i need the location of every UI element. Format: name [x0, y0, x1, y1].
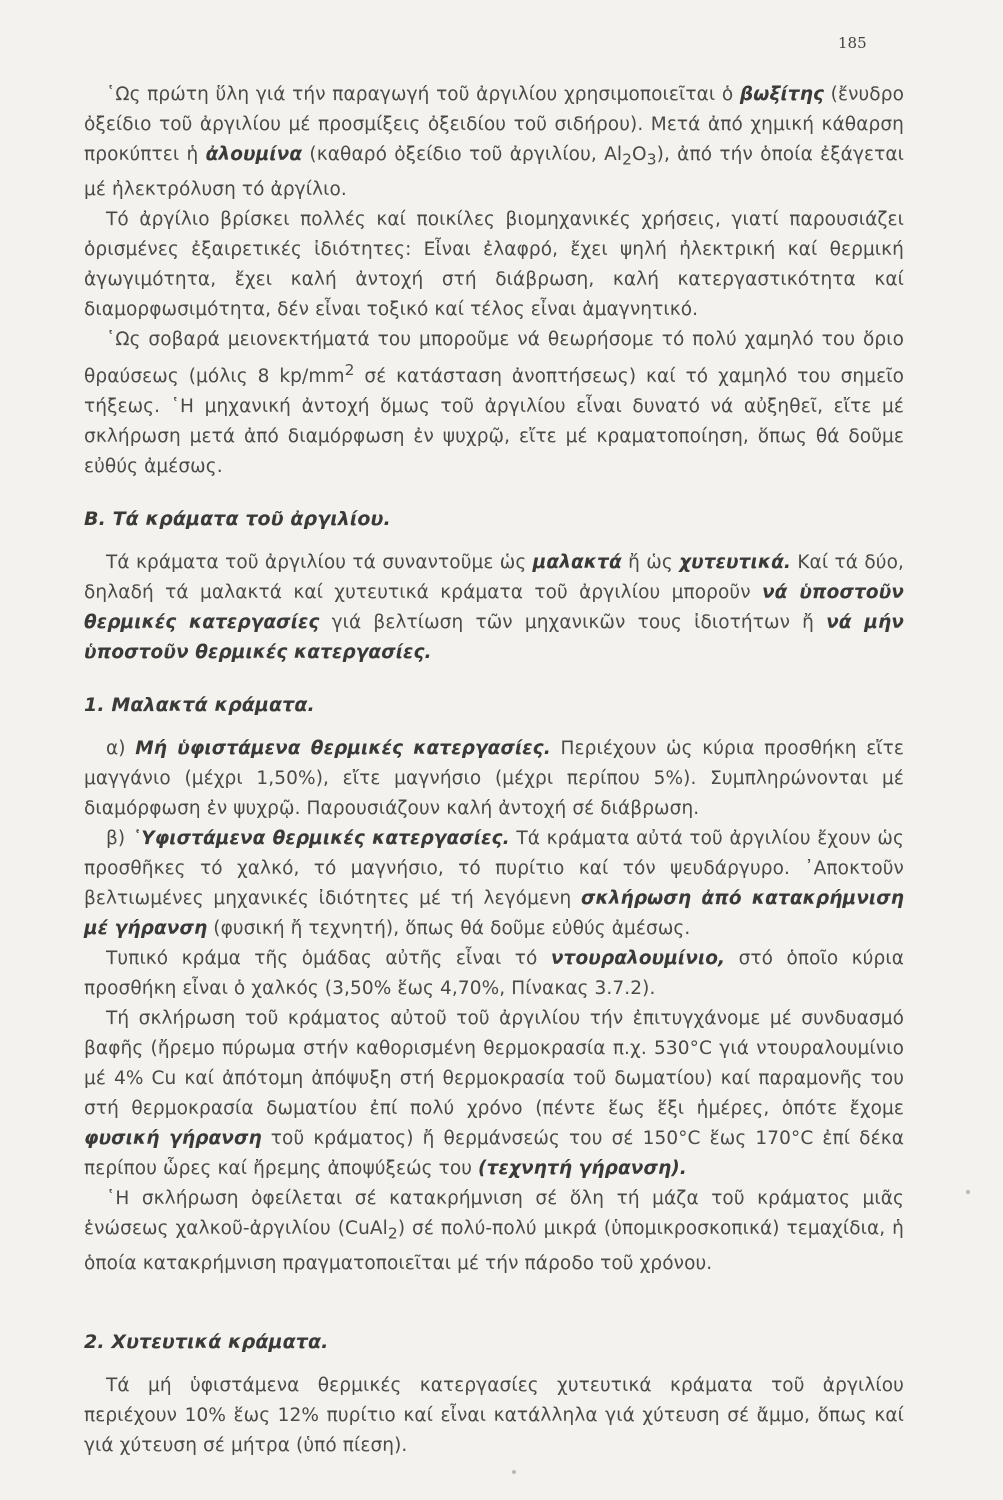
page-content — [84, 80, 904, 1461]
scan-speck — [966, 1190, 970, 1194]
paragraph-duralumin: Τυπικό κράμα τῆς ὁμάδας αὐτῆς εἶναι τό ντουραλουμίνιο, στό ὁποῖο κύρια προσθήκη εἶναι ὁ χαλκός (3,50% ἕως 4,70%, Πίνακας 3.7.2). — [84, 947, 904, 999]
section-heading-alloys: Β. Τά κράματα τοῦ ἀργιλίου. — [84, 507, 391, 530]
paragraph-non-heat-treatable: α) Μή ὑφιστάμενα θερμικές κατεργασίες. Περιέχουν ὡς κύρια προσθήκη εἴτε μαγγάνιο (μέχρι 1,50%), εἴτε μαγνήσιο (μέχρι περίπου 5%). Συμπληρώνονται μέ διαμόρφωση ἐν ψυχρῷ. Παρουσιάζουν καλή ἀντοχή σέ διάβρωση. — [84, 737, 905, 819]
scan-speck — [512, 1470, 516, 1474]
paragraph-alloy-types: Τά κράματα τοῦ ἀργιλίου τά συναντοῦμε ὡς μαλακτά ἤ ὡς χυτευτικά. Καί τά δύο, δηλαδή τά μαλακτά καί χυτευτικά κράματα τοῦ ἀργιλίου μποροῦν νά ὑποστοῦν θερμικές κατεργασίες γιά βελτίωση τῶν μηχανικῶν τους ἰδιοτήτων ἤ νά μήν ὑποστοῦν θερμικές κατεργασίες. — [84, 551, 904, 663]
paragraph-uses: Τό ἀργίλιο βρίσκει πολλές καί ποικίλες βιομηχανικές χρήσεις, γιατί παρουσιάζει ὁρισμένες ἐξαιρετικές ἰδιότητες: Εἶναι ἐλαφρό, ἔχει ψηλή ἠλεκτρική καί θερμική ἀγωγιμότητα, ἔχει καλή ἀντοχή στή διάβρωση, καλή κατεργαστικότητα καί διαμορφωσιμότητα, δέν εἶναι τοξικό καί τέλος εἶναι ἀμαγνητικό. — [84, 208, 904, 320]
paragraph-heat-treatable: β) ῾Υφιστάμενα θερμικές κατεργασίες. Τά κράματα αὐτά τοῦ ἀργιλίου ἔχουν ὡς προσθῆκες τό χαλκό, τό μαγνήσιο, τό πυρίτιο καί τόν ψευδάργυρο. ᾿Αποκτοῦν βελτιωμένες μηχανικές ἰδιότητες μέ τή λεγόμενη σκλήρωση ἀπό κατακρήμνιση μέ γήρανση (φυσική ἤ τεχνητή), ὅπως θά δοῦμε εὐθύς ἀμέσως. — [84, 827, 904, 939]
paragraph-bauxite: ῾Ως πρώτη ὕλη γιά τήν παραγωγή τοῦ ἀργιλίου χρησιμοποιεῖται ὁ βωξίτης (ἔνυδρο ὀξείδιο τοῦ ἀργιλίου μέ προσμίξεις ὀξειδίου τοῦ σιδήρου). Μετά ἀπό χημική κάθαρση προκύπτει ἡ ἀλουμίνα (καθαρό ὀξείδιο τοῦ ἀργιλίου, $Al_2O_3$), ἀπό τήν ὁποία ἐξάγεται μέ ἠλεκτρόλυση τό ἀργίλιο. — [84, 84, 904, 200]
term-alumina: ἀλουμίνα — [205, 144, 303, 165]
page-number: 185 — [838, 34, 867, 52]
paragraph-hardening: Τή σκλήρωση τοῦ κράματος αὐτοῦ τοῦ ἀργιλίου τήν ἐπιτυγχάνομε μέ συνδυασμό βαφῆς (ἤρεμο πύρωμα στήν καθορισμένη θερμοκρασία π.χ. 530°C γιά ντουραλουμίνιο μέ 4% Cu καί ἀπότομη ἀπόψυξη στή θερμοκρασία τοῦ δωματίου) καί παραμονῆς του στή θερμοκρασία δωματίου ἐπί πολύ χρόνο (πέντε ἕως ἕξι ἡμέρες, ὁπότε ἔχομε φυσική γήρανση τοῦ κράματος) ἤ θερμάνσεώς του σέ 150°C ἕως 170°C ἐπί δέκα περίπου ὧρες καί ἤρεμης ἀποψύξεώς του (τεχνητή γήρανση). — [84, 1007, 904, 1179]
section-heading-cast: 2. Χυτευτικά κράματα. — [84, 1330, 329, 1353]
section-heading-wrought: 1. Μαλακτά κράματα. — [84, 693, 315, 716]
term-bauxite: βωξίτης — [739, 84, 825, 105]
paragraph-disadvantages: ῾Ως σοβαρά μειονεκτήματά του μποροῦμε νά θεωρήσομε τό πολύ χαμηλό του ὅριο θραύσεως (μόλις 8 $kp/mm^2$ σέ κατάσταση ἀνοπτήσεως) καί τό χαμηλό του σημεῖο τήξεως. ῾Η μηχανική ἀντοχή ὅμως τοῦ ἀργιλίου εἶναι δυνατό νά αὐξηθεῖ, εἴτε μέ σκλήρωση μετά ἀπό διαμόρφωση ἐν ψυχρῷ, εἴτε μέ κραματοποίηση, ὅπως θά δοῦμε εὐθύς ἀμέσως. — [84, 328, 904, 477]
paragraph-cast-alloys: Τά μή ὑφιστάμενα θερμικές κατεργασίες χυτευτικά κράματα τοῦ ἀργιλίου περιέχουν 10% ἕως 12% πυρίτιο καί εἶναι κατάλληλα γιά χύτευση σέ ἄμμο, ὅπως καί γιά χύτευση σέ μήτρα (ὑπό πίεση). — [84, 1374, 904, 1456]
paragraph-precipitation: ῾Η σκλήρωση ὀφείλεται σέ κατακρήμνιση σέ ὅλη τή μάζα τοῦ κράματος μιᾶς ἑνώσεως χαλκοῦ-ἀργιλίου (CuAl$_2$) σέ πολύ-πολύ μικρά (ὑπομικροσκοπικά) τεμαχίδια, ἡ ὁποία κατακρήμνιση πραγματοποιεῖται μέ τήν πάροδο τοῦ χρόνου. — [84, 1187, 904, 1274]
